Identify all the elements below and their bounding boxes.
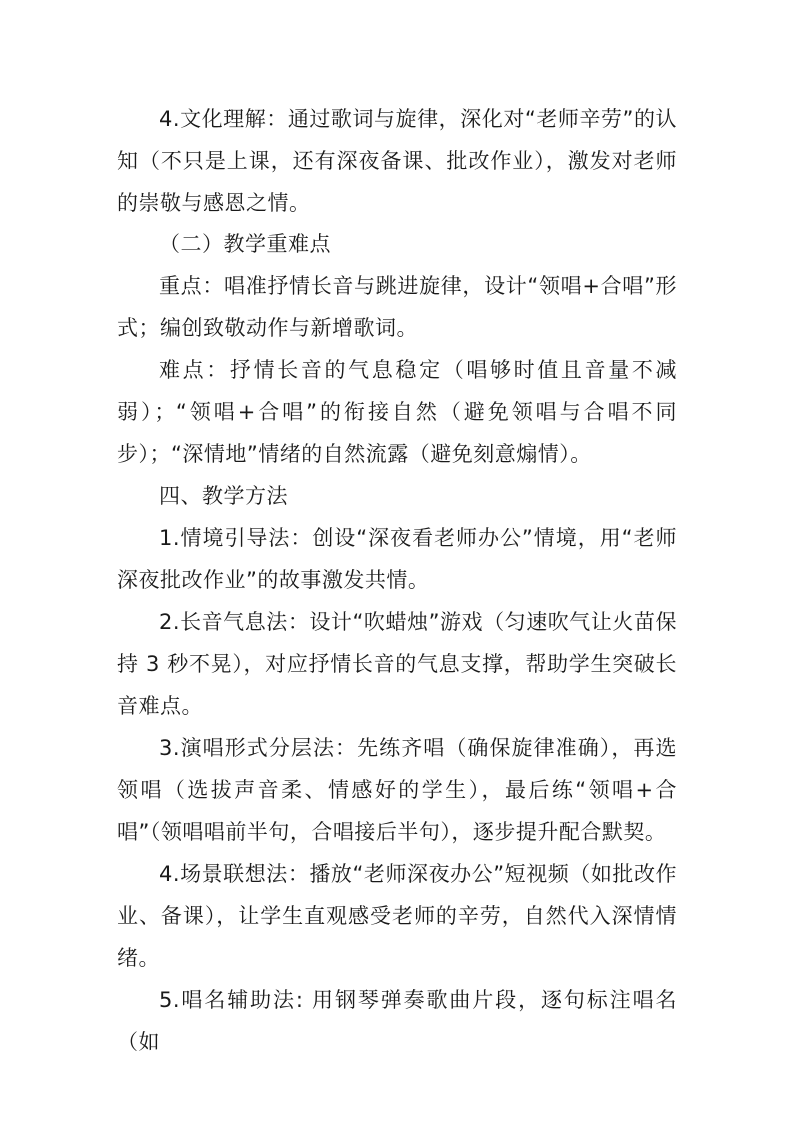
paragraph-method-2: 2.长音气息法：设计“吹蜡烛”游戏（匀速吹气让火苗保持 3 秒不晃），对应抒情长音的气息支撑，帮助学生突破长音难点。 — [117, 610, 677, 718]
section-heading-teaching-methods: 四、教学方法 — [159, 484, 288, 508]
section-heading-key-difficult-points: （二）教学重难点 — [159, 232, 331, 256]
paragraph-difficult-points: 难点：抒情长音的气息稳定（唱够时值且音量不减弱）；“领唱+合唱”的衔接自然（避免领唱与合唱不同步）；“深情地”情绪的自然流露（避免刻意煽情）。 — [117, 358, 677, 466]
paragraph-method-5: 5.唱名辅助法: 用钢琴弹奏歌曲片段，逐句标注唱名（如 — [117, 988, 677, 1054]
paragraph-method-1: 1.情境引导法：创设“深夜看老师办公”情境，用“老师深夜批改作业”的故事激发共情。 — [117, 526, 677, 592]
paragraph-method-3: 3.演唱形式分层法：先练齐唱（确保旋律准确），再选领唱（选拔声音柔、情感好的学生），最后练“领唱+合唱”（领唱唱前半句，合唱接后半句），逐步提升配合默契。 — [117, 736, 677, 844]
paragraph-key-points: 重点：唱准抒情长音与跳进旋律，设计“领唱+合唱”形式；编创致敬动作与新增歌词。 — [117, 274, 677, 340]
paragraph-method-4: 4.场景联想法：播放“老师深夜办公”短视频（如批改作业、备课），让学生直观感受老师的辛劳，自然代入深情情绪。 — [117, 862, 677, 970]
paragraph-cultural-understanding: 4.文化理解：通过歌词与旋律，深化对“老师辛劳”的认知（不只是上课，还有深夜备课、批改作业），激发对老师的崇敬与感恩之情。 — [117, 107, 677, 215]
